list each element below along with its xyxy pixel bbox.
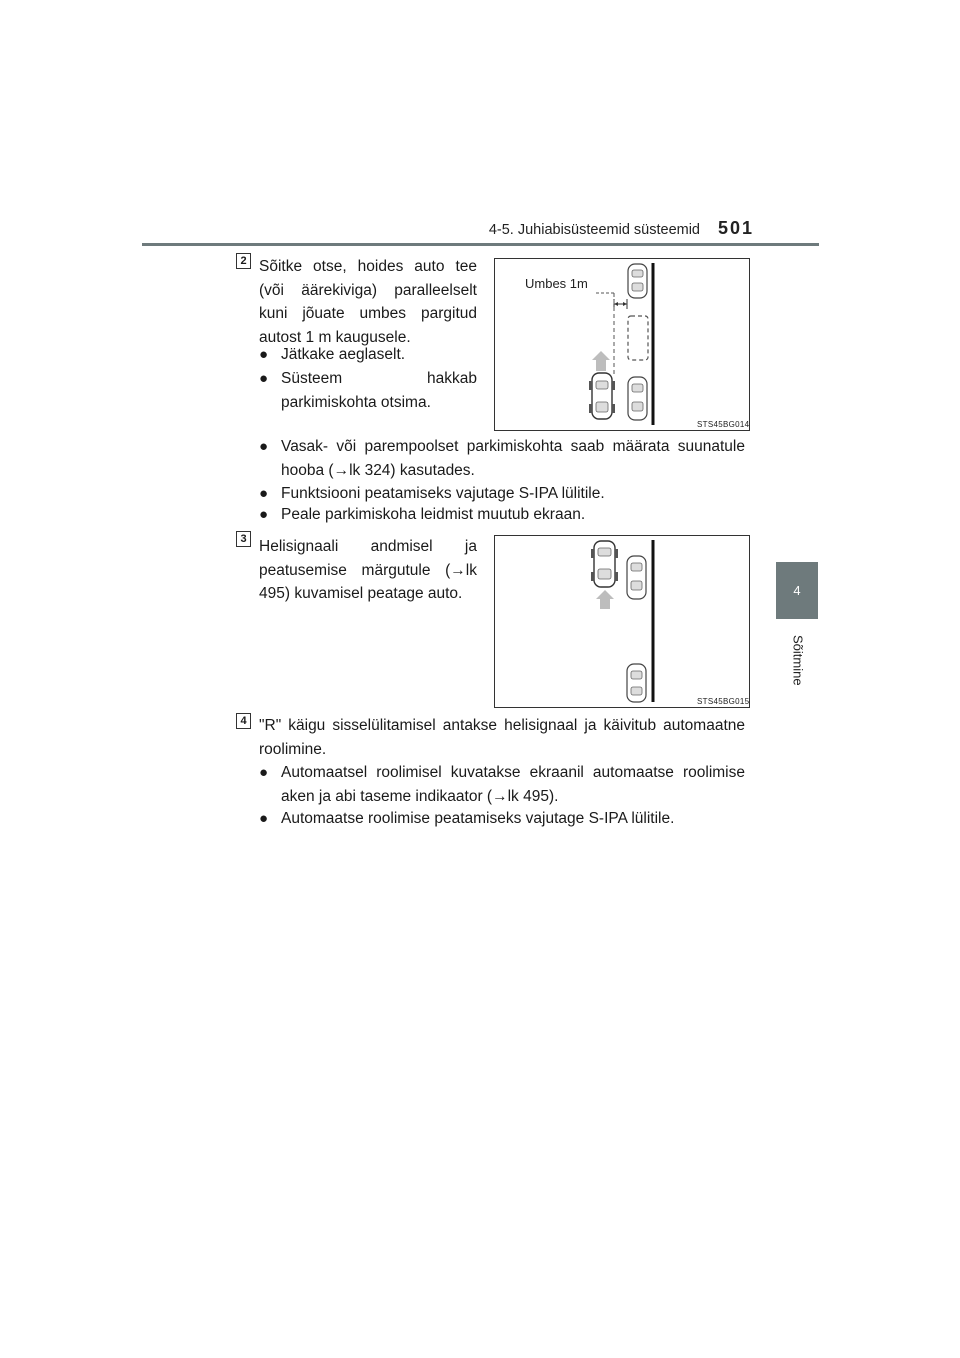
step-4-text: "R" käigu sisselülitamisel antakse helisignaal ja käivitub automaatne roolimine.: [259, 717, 745, 758]
empty-parking-space: [628, 316, 648, 360]
step-3-text: Helisignaali andmisel ja peatusemise märgutule (→lk 495) kuvamisel peatage auto.: [259, 538, 477, 602]
bullet-dot: ●: [259, 346, 269, 363]
parked-car-rear: [628, 377, 647, 420]
forward-arrow-icon: [592, 351, 610, 371]
parked-car-front: [628, 264, 647, 298]
section-title: 4-5. Juhiabisüsteemid süsteemid: [488, 222, 700, 238]
figure-code: STS45BG014: [697, 420, 750, 429]
step-4-bullet: ● Automaatsel roolimisel kuvatakse ekraanil automaatse roolimise aken ja abi taseme indikaator (→lk 495).: [259, 761, 745, 808]
step-2-bullet: ● Vasak- või parempoolset parkimiskohta saab määrata suunatule hooba (→lk 324) kasutades.: [259, 435, 745, 482]
stop-position-illustration: [495, 536, 751, 709]
step-2-text: Sõitke otse, hoides auto tee (või äärekiviga) paralleelselt kuni jõuate umbes pargitud autost 1 m kaugusele.: [259, 258, 477, 346]
distance-label: Umbes 1m: [525, 276, 588, 291]
chapter-label: Sõitmine: [790, 634, 806, 686]
step-badge-4: 4: [236, 713, 251, 729]
own-car: [589, 373, 615, 419]
bullet-dot: ●: [259, 438, 269, 455]
step-badge-3: 3: [236, 531, 251, 547]
bullet-dot: ●: [259, 506, 269, 523]
step-badge-2: 2: [236, 253, 251, 269]
figure-code: STS45BG015: [697, 697, 750, 706]
bullet-dot: ●: [259, 370, 269, 387]
parked-car-rear: [627, 664, 646, 702]
step-2-bullet: ● Peale parkimiskoha leidmist muutub ekraan.: [259, 503, 745, 527]
step-2-inline-bullet: ● Jätkake aeglaselt.: [259, 343, 477, 367]
step-2-inline-bullet: ● Süsteem hakkab parkimiskohta otsima.: [259, 367, 477, 414]
figure-parking-approach: [494, 258, 750, 431]
header-rule: [142, 243, 819, 246]
figure-stop-position: [494, 535, 750, 708]
chapter-tab: 4: [776, 562, 818, 619]
step-4-bullet: ● Automaatse roolimise peatamiseks vajutage S-IPA lülitile.: [259, 807, 745, 831]
step-2-bullet: ● Funktsiooni peatamiseks vajutage S-IPA lülitile.: [259, 482, 745, 506]
bullet-dot: ●: [259, 485, 269, 502]
parked-car-front: [627, 556, 646, 599]
bullet-dot: ●: [259, 810, 269, 827]
own-car: [591, 541, 618, 587]
bullet-dot: ●: [259, 764, 269, 781]
page-number: 501: [718, 218, 755, 238]
forward-arrow-icon: [596, 590, 614, 609]
